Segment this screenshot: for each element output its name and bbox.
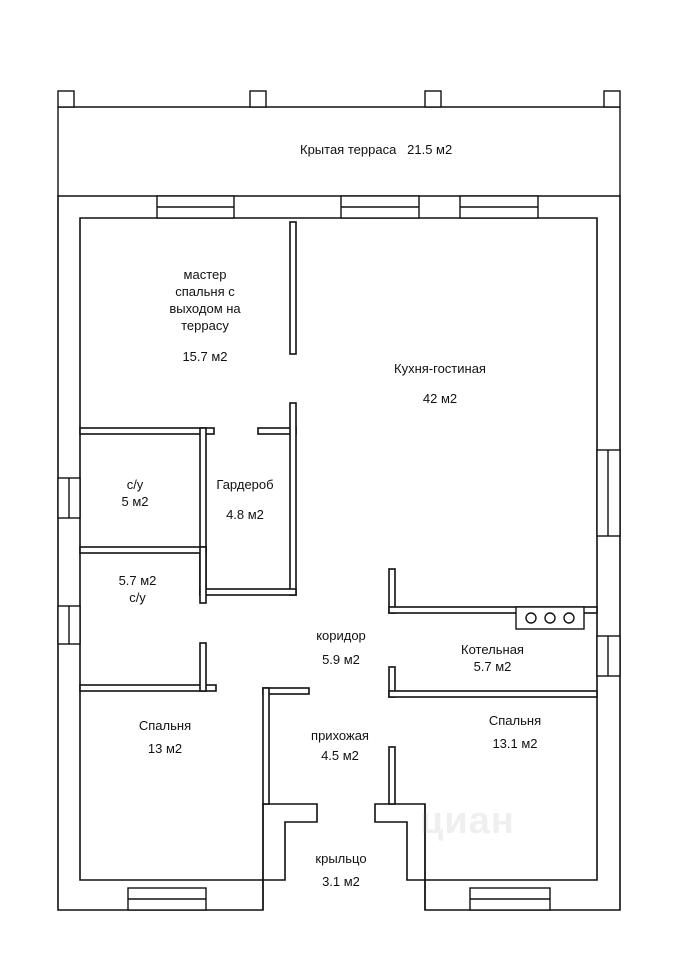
master-line2: спальня с bbox=[175, 284, 235, 299]
terrace-label bbox=[300, 141, 452, 158]
hallway-label bbox=[295, 727, 385, 764]
master-area: 15.7 м2 bbox=[182, 349, 228, 364]
hallway-name: прихожая bbox=[311, 728, 369, 743]
kitchen-area: 42 м2 bbox=[422, 391, 458, 406]
wardrobe-area: 4.8 м2 bbox=[226, 507, 264, 522]
terrace-name: Крытая терраса bbox=[300, 142, 397, 157]
porch-label bbox=[296, 850, 386, 890]
corridor-area: 5.9 м2 bbox=[322, 652, 360, 667]
bedroom1-area: 13 м2 bbox=[147, 741, 183, 756]
watermark: циан bbox=[420, 800, 515, 842]
master-line4: террасу bbox=[181, 318, 229, 333]
terrace-post bbox=[58, 91, 74, 107]
master-line1: мастер bbox=[183, 267, 227, 282]
terrace-area: 21.5 м2 bbox=[407, 142, 453, 157]
bedroom2-name: Спальня bbox=[488, 713, 542, 728]
terrace-post bbox=[425, 91, 441, 107]
hallway-area: 4.5 м2 bbox=[321, 748, 359, 763]
bathroom1-name: с/у bbox=[126, 477, 144, 492]
wardrobe-label bbox=[205, 476, 285, 523]
terrace-post bbox=[250, 91, 266, 107]
bathroom2-label bbox=[100, 572, 175, 606]
boiler-area: 5.7 м2 bbox=[473, 659, 512, 674]
boiler-name: Котельная bbox=[461, 642, 524, 657]
bathroom1-area: 5 м2 bbox=[121, 494, 149, 509]
bathroom2-name: с/у bbox=[129, 590, 146, 605]
bathroom1-label bbox=[100, 476, 170, 510]
terrace-post bbox=[604, 91, 620, 107]
boiler-fixtures bbox=[516, 607, 584, 629]
kitchen-name: Кухня-гостиная bbox=[394, 361, 486, 376]
bedroom1-label bbox=[120, 717, 210, 757]
bathroom2-area: 5.7 м2 bbox=[118, 573, 157, 588]
corridor-name: коридор bbox=[316, 628, 366, 643]
bedroom2-label bbox=[470, 712, 560, 752]
master-line3: выходом на bbox=[169, 301, 241, 316]
porch-area: 3.1 м2 bbox=[322, 874, 360, 889]
wardrobe-name: Гардероб bbox=[216, 477, 274, 492]
boiler-room-label bbox=[445, 641, 540, 675]
kitchen-label bbox=[370, 360, 510, 407]
master-bedroom-label bbox=[140, 266, 270, 365]
porch-name: крыльцо bbox=[315, 851, 367, 866]
corridor-label bbox=[296, 627, 386, 668]
bedroom2-area: 13.1 м2 bbox=[492, 736, 538, 751]
bedroom1-name: Спальня bbox=[138, 718, 192, 733]
